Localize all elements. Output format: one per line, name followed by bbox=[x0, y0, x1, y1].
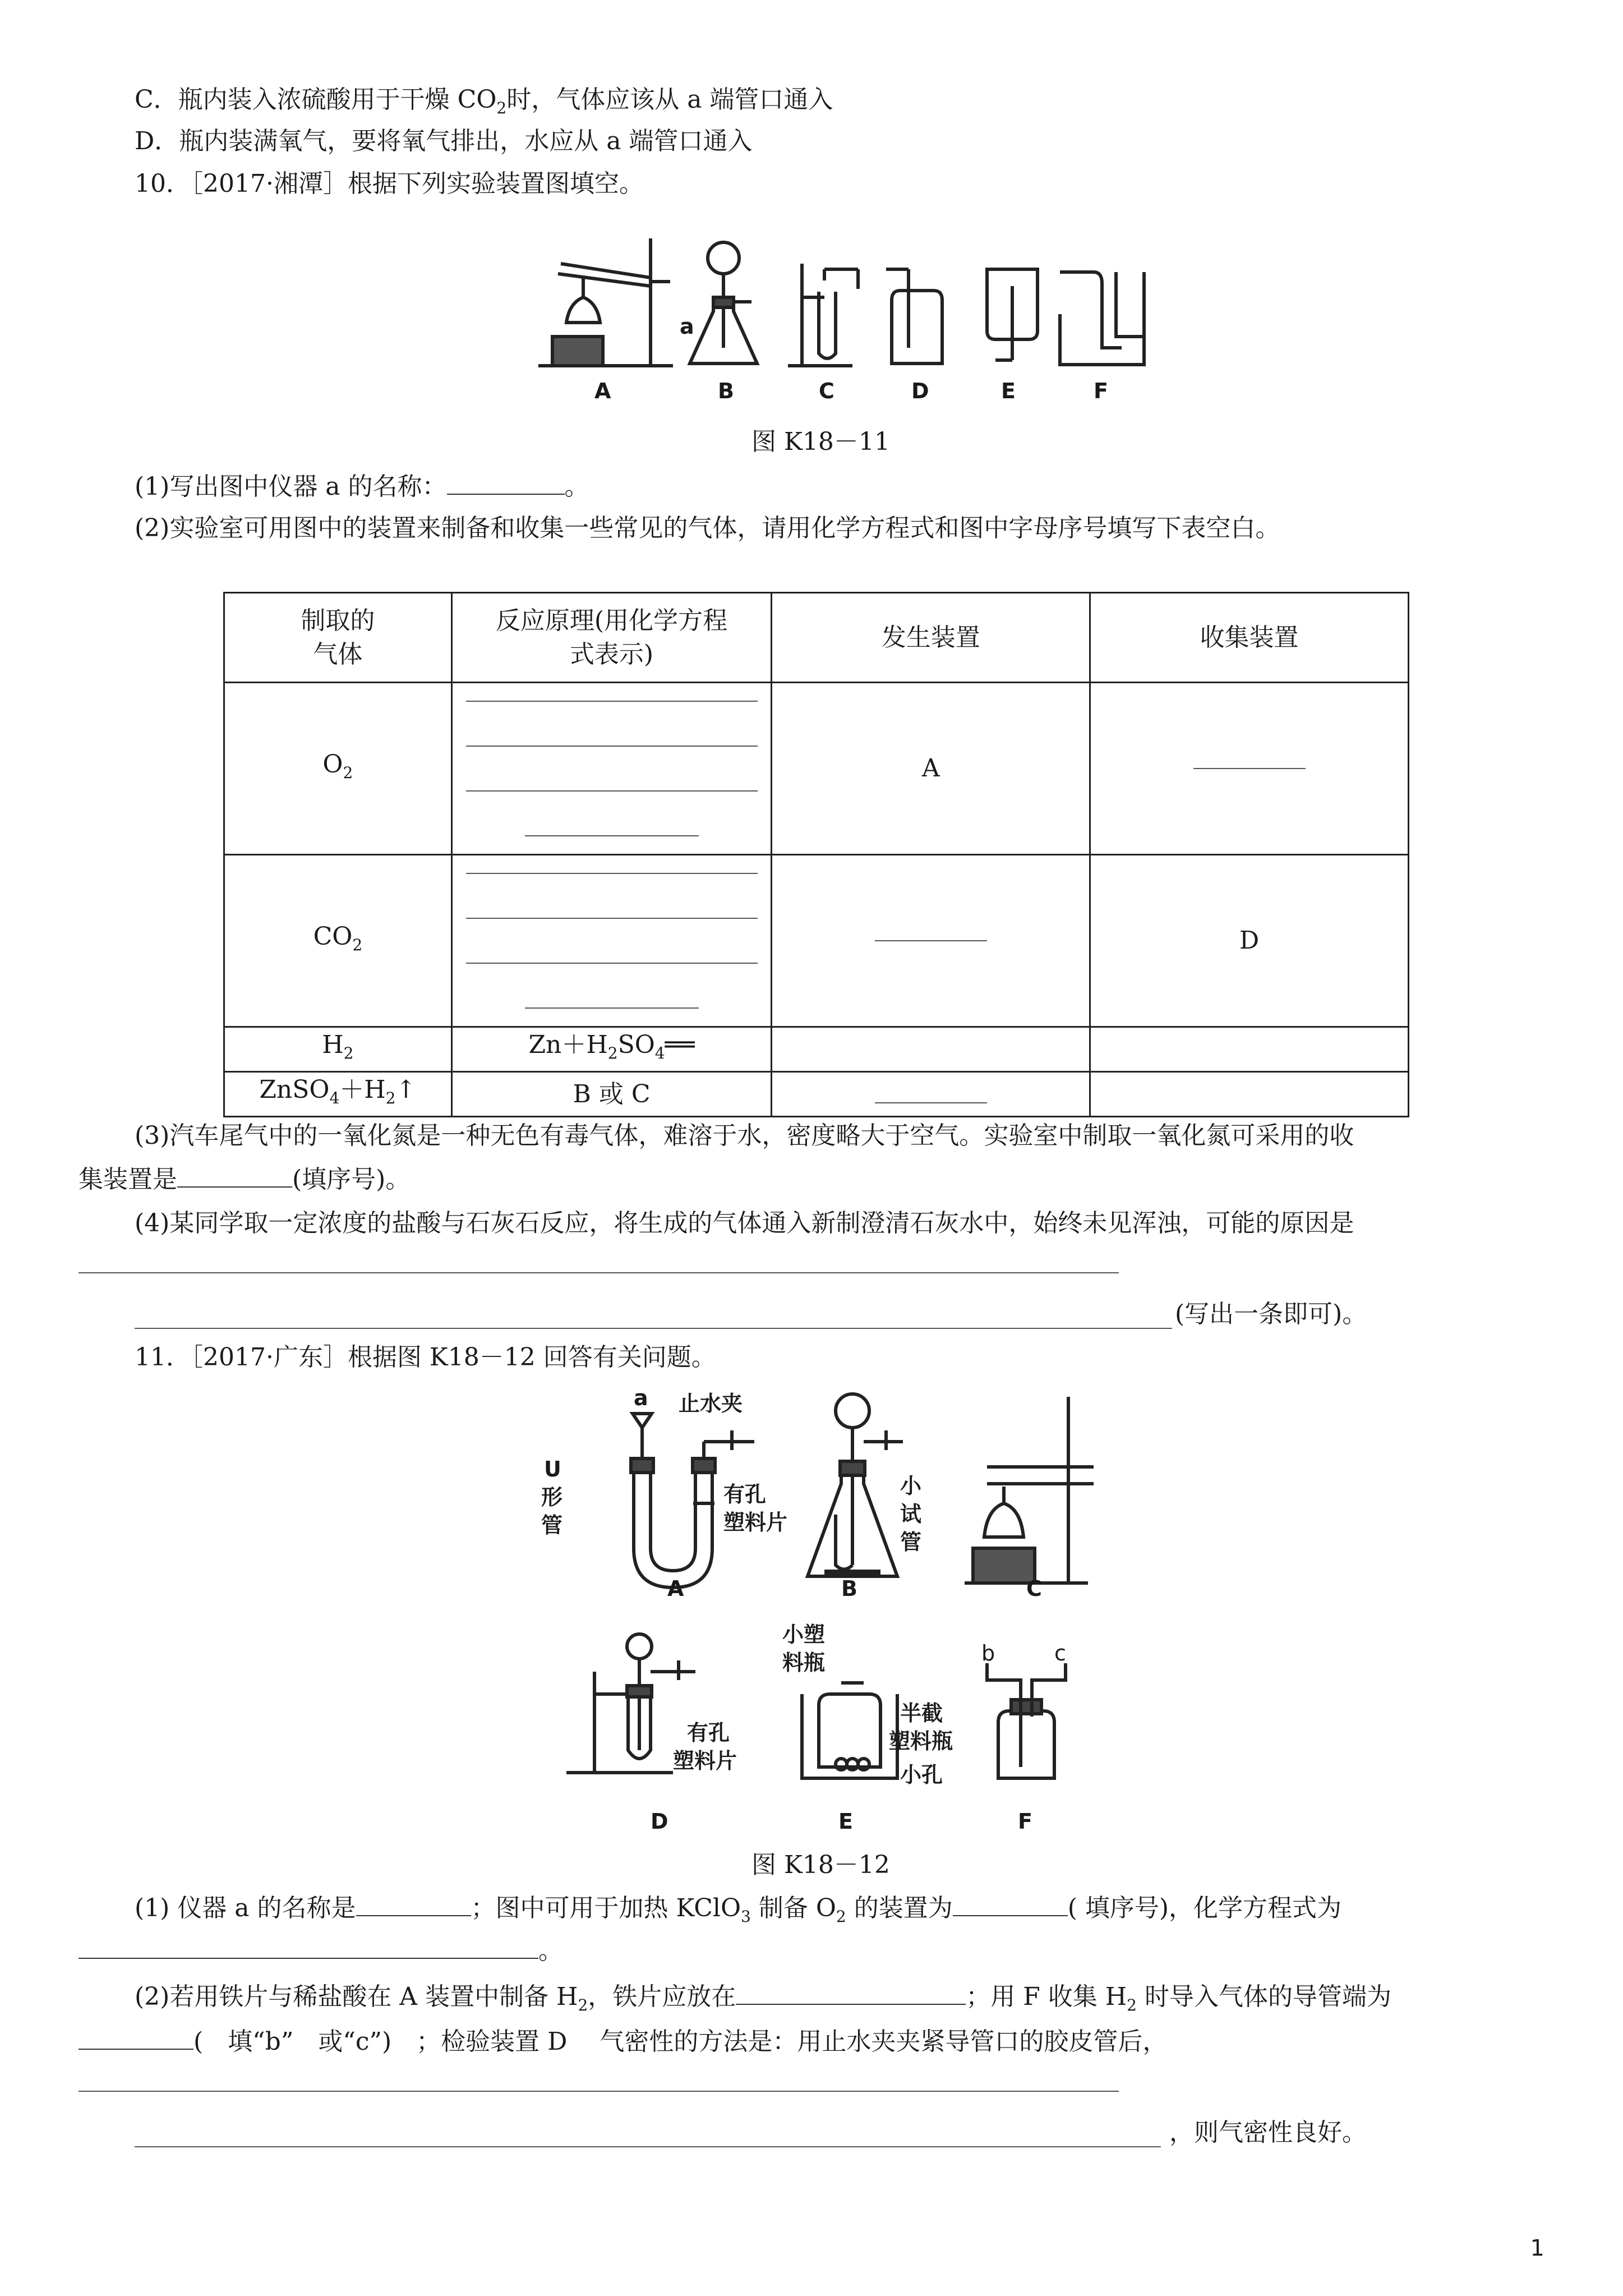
q11-part2-line2: ( 填“b” 或“c”) ；检验装置 D 气密性的方法是：用止水夹夹紧导管口的胶皮管后， bbox=[79, 2025, 1167, 2059]
fig2-label-clamp: 止水夹 bbox=[679, 1391, 743, 1416]
figure-k18-12 bbox=[0, 1380, 1623, 1840]
fig2-label-small-hole: 小孔 bbox=[900, 1762, 943, 1787]
fig2-label-bottle2: 料瓶 bbox=[782, 1650, 826, 1675]
row-h2-generator: B 或 C bbox=[451, 1072, 772, 1117]
fig2-label-half1: 半截 bbox=[900, 1700, 943, 1726]
row-o2-equation-blank bbox=[451, 683, 772, 855]
row-o2-gas: $O_2$ bbox=[224, 683, 452, 855]
row-co2-collector: D bbox=[1090, 855, 1409, 1027]
fig2-label-u2: 形 bbox=[541, 1484, 563, 1510]
fig2-pointer-a: a bbox=[634, 1386, 648, 1410]
row-o2-generator: A bbox=[772, 683, 1090, 855]
row-h2-gas: $H_2$ bbox=[224, 1027, 452, 1072]
fig2-label-tube2: 试 bbox=[900, 1501, 922, 1526]
fig2-label-a-hole2: 塑料片 bbox=[723, 1510, 788, 1535]
fig2-label-F: F bbox=[1018, 1809, 1032, 1834]
q10-part2: (2)实验室可用图中的装置来制备和收集一些常见的气体，请用化学方程式和图中字母序号填写下表空白。 bbox=[135, 514, 1280, 542]
option-d: D．瓶内装满氧气，要将氧气排出，水应从 a 端管口通入 bbox=[135, 127, 753, 155]
q10-part3-line1: (3)汽车尾气中的一氧化氮是一种无色有毒气体，难溶于水，密度略大于空气。实验室中制取一氧化氮可采用的收 bbox=[135, 1121, 1354, 1150]
q10-part4-line1: (4)某同学取一定浓度的盐酸与石灰石反应，将生成的气体通入新制澄清石灰水中，始终未见浑浊，可能的原因是 bbox=[135, 1209, 1354, 1237]
row-h2-equation: $Zn+H_2SO_4══$ bbox=[451, 1027, 772, 1072]
fig2-label-a-hole1: 有孔 bbox=[723, 1481, 767, 1507]
q11-header: 11．［2017·广东］根据图 K18－12 回答有关问题。 bbox=[135, 1343, 716, 1372]
fig2-label-b: b bbox=[981, 1641, 995, 1665]
fig2-label-d-hole2: 塑料片 bbox=[673, 1748, 737, 1773]
q10-part4-tail: (写出一条即可)。 bbox=[1175, 1300, 1367, 1328]
page-number: 1 bbox=[1530, 2235, 1544, 2261]
q10-header: 10．［2017·湘潭］根据下列实验装置图填空。 bbox=[135, 169, 644, 198]
q11-part2-answer-line2 bbox=[135, 2146, 1161, 2147]
fig2-label-u3: 管 bbox=[541, 1512, 563, 1538]
q11-part2-answer-line1 bbox=[79, 2091, 1119, 2092]
fig2-label-d-hole1: 有孔 bbox=[687, 1720, 730, 1745]
fig2-label-half2: 塑料瓶 bbox=[889, 1728, 953, 1754]
fig1-label-F: F bbox=[1094, 379, 1108, 403]
fig1-label-A: A bbox=[594, 379, 611, 403]
option-c: C．瓶内装入浓硫酸用于干燥 $CO_2$时，气体应该从 a 端管口通入 bbox=[135, 85, 833, 117]
q10-part3-line2: 集装置是 (填序号)。 bbox=[79, 1165, 411, 1194]
q11-part1-line2: 。 bbox=[79, 1934, 563, 1968]
row-h2-product: $ZnSO_4+H_2↑$ bbox=[224, 1072, 452, 1117]
q11-part2-tail: ，则气密性良好。 bbox=[1169, 2118, 1367, 2147]
row-o2-collector-blank bbox=[1090, 683, 1409, 855]
q10-part4-answer-line1 bbox=[79, 1272, 1119, 1273]
fig2-label-bottle1: 小塑 bbox=[782, 1622, 826, 1647]
fig1-label-E: E bbox=[1001, 379, 1016, 403]
q11-part1-line1: (1) 仪器 a 的名称是 ；图中可用于加热 KClO$_3$ 制备 $O_2$ 的装置为 ( 填序号)，化学方程式为 bbox=[135, 1894, 1342, 1926]
fig2-label-tube3: 管 bbox=[900, 1529, 922, 1554]
q10-part1: (1)写出图中仪器 a 的名称： 。 bbox=[135, 472, 589, 501]
fig2-label-E: E bbox=[838, 1809, 853, 1834]
fig1-label-B: B bbox=[718, 379, 734, 403]
q10-part4-answer-line2 bbox=[135, 1328, 1172, 1329]
fig2-label-u1: U bbox=[544, 1457, 561, 1481]
figure-caption-k18-11: 图 K18－11 bbox=[751, 427, 890, 456]
gas-prep-table: 制取的 气体 反应原理(用化学方程 式表示) 发生装置 收集装置 $O_2$ A $CO_2$ D $H_2$ $Zn+H_2SO_4══$ $ZnSO_4+H_2↑$ B 或 C bbox=[223, 592, 1409, 1117]
fig-a-pointer-label: a bbox=[680, 314, 694, 339]
row-co2-equation-blank bbox=[451, 855, 772, 1027]
fig1-label-D: D bbox=[911, 379, 929, 403]
fig2-label-tube1: 小 bbox=[900, 1473, 922, 1498]
q11-part2-line1: (2)若用铁片与稀盐酸在 A 装置中制备 $H_2$，铁片应放在 ；用 F 收集 $H_2$ 时导入气体的导管端为 bbox=[135, 1982, 1391, 2014]
fig2-label-B: B bbox=[841, 1576, 857, 1601]
fig1-label-C: C bbox=[819, 379, 834, 403]
row-co2-gas: $CO_2$ bbox=[224, 855, 452, 1027]
fig2-label-C: C bbox=[1026, 1576, 1042, 1601]
row-h2-collector-blank bbox=[772, 1072, 1090, 1117]
figure-caption-k18-12: 图 K18－12 bbox=[751, 1851, 890, 1879]
fig2-label-D: D bbox=[651, 1809, 668, 1834]
fig2-label-c: c bbox=[1054, 1641, 1066, 1665]
fig2-label-A: A bbox=[667, 1576, 684, 1601]
row-co2-generator-blank bbox=[772, 855, 1090, 1027]
